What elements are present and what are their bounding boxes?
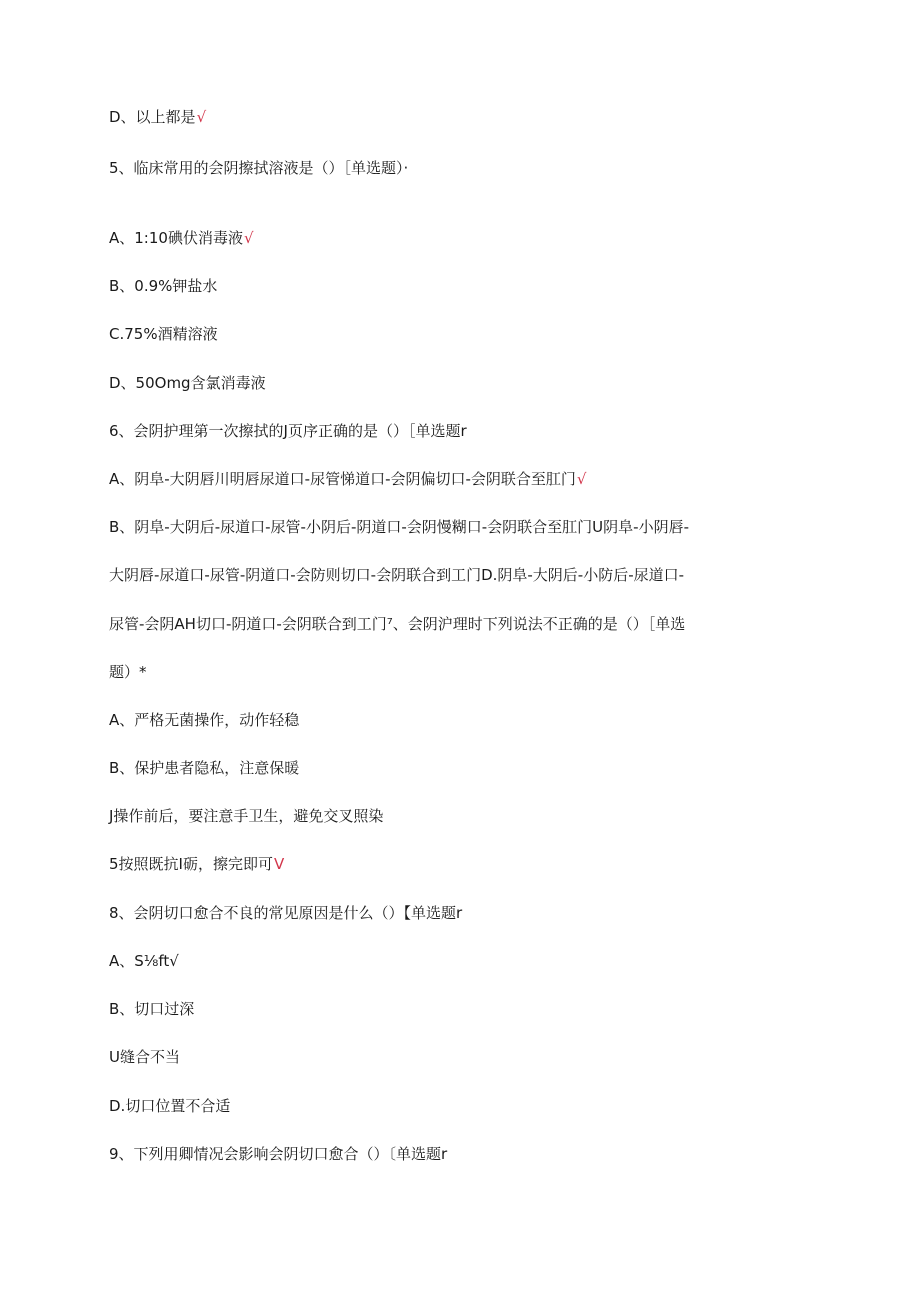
correct-mark-icon: V	[273, 855, 285, 873]
answer-text: A、S⅛ft√	[109, 952, 179, 970]
question-line	[109, 614, 686, 634]
answer-line	[109, 276, 218, 296]
answer-text: 5按照既抗I砺，擦完即可	[109, 855, 273, 873]
question-line	[109, 421, 468, 441]
answer-line	[109, 469, 586, 489]
question-text: 题）*	[109, 663, 147, 681]
answer-line	[109, 999, 195, 1019]
correct-mark-icon: √	[576, 470, 587, 488]
answer-line	[109, 517, 690, 537]
answer-line	[109, 324, 219, 344]
answer-text: A、严格无菌操作，动作轻稳	[109, 711, 300, 729]
answer-text: A、阴阜-大阴唇川明唇尿道口-尿管悌道口-会阴偏切口-会阴联合至肛门	[109, 470, 576, 488]
correct-mark-icon: √	[196, 108, 207, 126]
answer-text: B、保护患者隐私，注意保暖	[109, 759, 300, 777]
answer-line	[109, 951, 180, 971]
correct-mark-icon: √	[243, 229, 254, 247]
answer-line	[109, 854, 284, 874]
question-text: 6、会阴护理第一次擦拭的J页序正确的是（）［单选题r	[109, 422, 467, 440]
answer-line	[109, 1047, 181, 1067]
answer-text: C.75%酒精溶液	[109, 325, 218, 343]
question-text: 5、临床常用的会阴擦拭溶液是（）［单选题）·	[109, 159, 409, 177]
question-line	[109, 903, 463, 923]
answer-text: D、以上都是	[109, 108, 196, 126]
answer-text: D.切口位置不合适	[109, 1097, 231, 1115]
answer-line	[109, 373, 267, 393]
answer-text: B、阴阜-大阴后-尿道口-尿管-小阴后-阴道口-会阴慢糊口-会阴联合至肛门U阴阜-小阴唇-	[109, 518, 689, 536]
answer-text: A、1:10碘伏消毒液	[109, 229, 243, 247]
question-text: 尿管-会阴AH切口-阴道口-会阴联合到工门⁷、会阴沪理时下列说法不正确的是（）［单选	[109, 615, 686, 633]
question-text: 8、会阴切口愈合不良的常见原因是什么（）【单选题r	[109, 904, 463, 922]
question-text: 9、下列用卿情况会影响会阴切口愈合（）〔单选题r	[109, 1145, 448, 1163]
question-line	[109, 662, 148, 682]
answer-text: B、切口过深	[109, 1000, 195, 1018]
answer-line	[109, 565, 685, 585]
answer-text: D、50Omg含氯消毒液	[109, 374, 266, 392]
question-line	[109, 1144, 448, 1164]
answer-text: B、0.9%钾盐水	[109, 277, 218, 295]
answer-text: U缝合不当	[109, 1048, 180, 1066]
answer-text: 大阴唇-尿道口-尿管-阴道口-会防则切口-会阴联合到工门D.阴阜-大阴后-小防后-尿道口-	[109, 566, 685, 584]
answer-line	[109, 806, 384, 826]
answer-text: J操作前后，要注意手卫生，避免交叉照染	[109, 807, 384, 825]
answer-line	[109, 1096, 231, 1116]
answer-line	[109, 710, 300, 730]
answer-line	[109, 107, 206, 127]
question-line	[109, 158, 409, 178]
answer-line	[109, 228, 254, 248]
answer-line	[109, 758, 300, 778]
